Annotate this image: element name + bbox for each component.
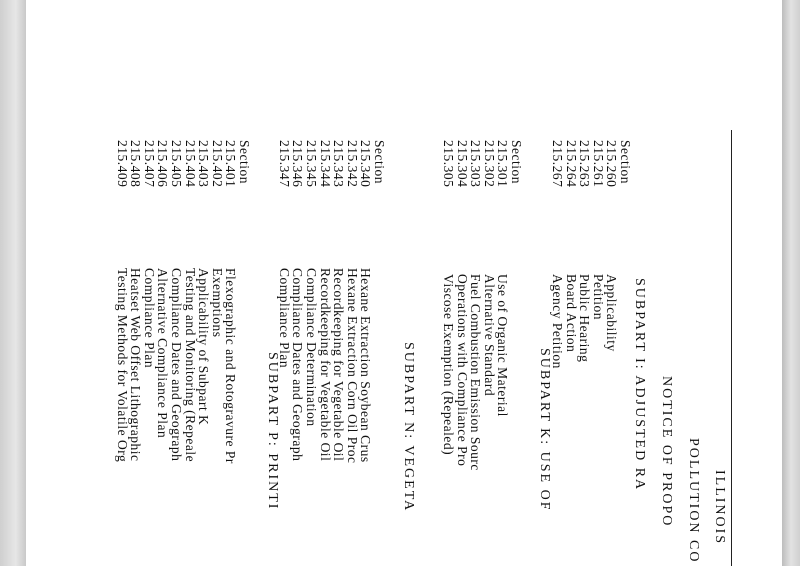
section-heading: Section: [618, 140, 633, 184]
section-title: Exemptions: [209, 268, 225, 338]
section-title: Applicability: [604, 274, 620, 352]
document-page: [26, 0, 782, 566]
section-heading: Section: [237, 140, 252, 184]
section-title: Alternative Standard: [481, 274, 497, 397]
section-number: 215.404: [182, 140, 198, 188]
section-number: 215.403: [196, 140, 212, 188]
section-number: 215.345: [304, 140, 320, 188]
subpart-p-section-column: [115, 140, 251, 187]
section-title: Testing and Monitoring (Repeale: [182, 268, 198, 463]
subpart-n-title-column: [277, 268, 372, 463]
section-number: 215.261: [590, 140, 606, 188]
section-title: Compliance Plan: [276, 268, 292, 369]
subpart-n-section-column: [277, 140, 386, 187]
section-number: 215.344: [317, 140, 333, 188]
scan-right-edge: [782, 0, 800, 566]
section-title: Fuel Combustion Emission Sourc: [468, 274, 484, 471]
section-number: 215.342: [344, 140, 360, 188]
section-number: 215.402: [209, 140, 225, 188]
section-heading: Section: [372, 140, 387, 184]
subpart-p-title-column: [115, 268, 237, 464]
subpart-i-section-column: [550, 140, 632, 187]
rotated-text-layer: [26, 0, 726, 566]
section-number: 215.302: [481, 140, 497, 188]
section-title: Compliance Determination: [304, 268, 320, 427]
header-rule: [731, 130, 732, 566]
notice-header: NOTICE OF PROPO: [659, 376, 674, 528]
scan-left-edge: [0, 0, 26, 566]
section-title: Alternative Compliance Plan: [155, 268, 171, 439]
subpart-k-section-column: [441, 140, 523, 187]
section-number: 215.347: [276, 140, 292, 188]
section-number: 215.346: [290, 140, 306, 188]
section-number: 215.406: [155, 140, 171, 188]
section-title: Petition: [590, 274, 606, 321]
subpart-k-title-column: [441, 274, 509, 471]
section-heading: Section: [509, 140, 524, 184]
section-title: Heatset Web Offset Lithographic: [128, 268, 144, 462]
section-title: Operations with Compliance Pro: [454, 274, 470, 467]
section-number: 215.405: [169, 140, 185, 188]
section-title: Recordkeeping for Vegetable Oil: [317, 268, 333, 462]
section-number: 215.264: [563, 140, 579, 188]
section-title: Viscose Exemption (Repealed): [441, 274, 457, 456]
section-title: Public Hearing: [577, 274, 593, 363]
section-number: 215.303: [468, 140, 484, 188]
subpart-n-heading: SUBPART N: VEGETA: [401, 342, 416, 513]
section-number: 215.409: [114, 140, 130, 188]
section-number: 215.301: [495, 140, 511, 188]
section-number: 215.263: [577, 140, 593, 188]
subpart-i-heading: SUBPART I: ADJUSTED RA: [632, 278, 647, 492]
section-title: Flexographic and Rotogravure Pr: [223, 268, 239, 464]
section-title: Use of Organic Material: [495, 274, 511, 417]
section-number: 215.267: [550, 140, 566, 188]
section-number: 215.343: [331, 140, 347, 188]
section-title: Compliance Plan: [141, 268, 157, 369]
section-title: Hexane Extraction Corn Oil Proc: [344, 268, 360, 464]
board-header: POLLUTION CO: [686, 438, 701, 564]
subpart-p-heading: SUBPART P: PRINTI: [265, 352, 280, 511]
section-title: Recordkeeping for Vegetable Oil: [331, 268, 347, 462]
section-number: 215.260: [604, 140, 620, 188]
section-number: 215.401: [223, 140, 239, 188]
section-title: Testing Methods for Volatile Org: [114, 268, 130, 463]
subpart-k-heading: SUBPART K: USE OF: [537, 348, 552, 512]
section-number: 215.305: [441, 140, 457, 188]
section-title: Compliance Dates and Geograph: [290, 268, 306, 462]
section-number: 215.408: [128, 140, 144, 188]
section-title: Applicability of Subpart K: [196, 268, 212, 426]
section-title: Board Action: [563, 274, 579, 353]
section-number: 215.304: [454, 140, 470, 188]
section-number: 215.407: [141, 140, 157, 188]
agency-header: ILLINOIS: [712, 470, 727, 546]
section-title: Hexane Extraction Soybean Crus: [358, 268, 374, 463]
section-title: Agency Petition: [550, 274, 566, 369]
section-number: 215.340: [358, 140, 374, 188]
subpart-i-title-column: [550, 274, 618, 369]
section-title: Compliance Dates and Geograph: [169, 268, 185, 462]
